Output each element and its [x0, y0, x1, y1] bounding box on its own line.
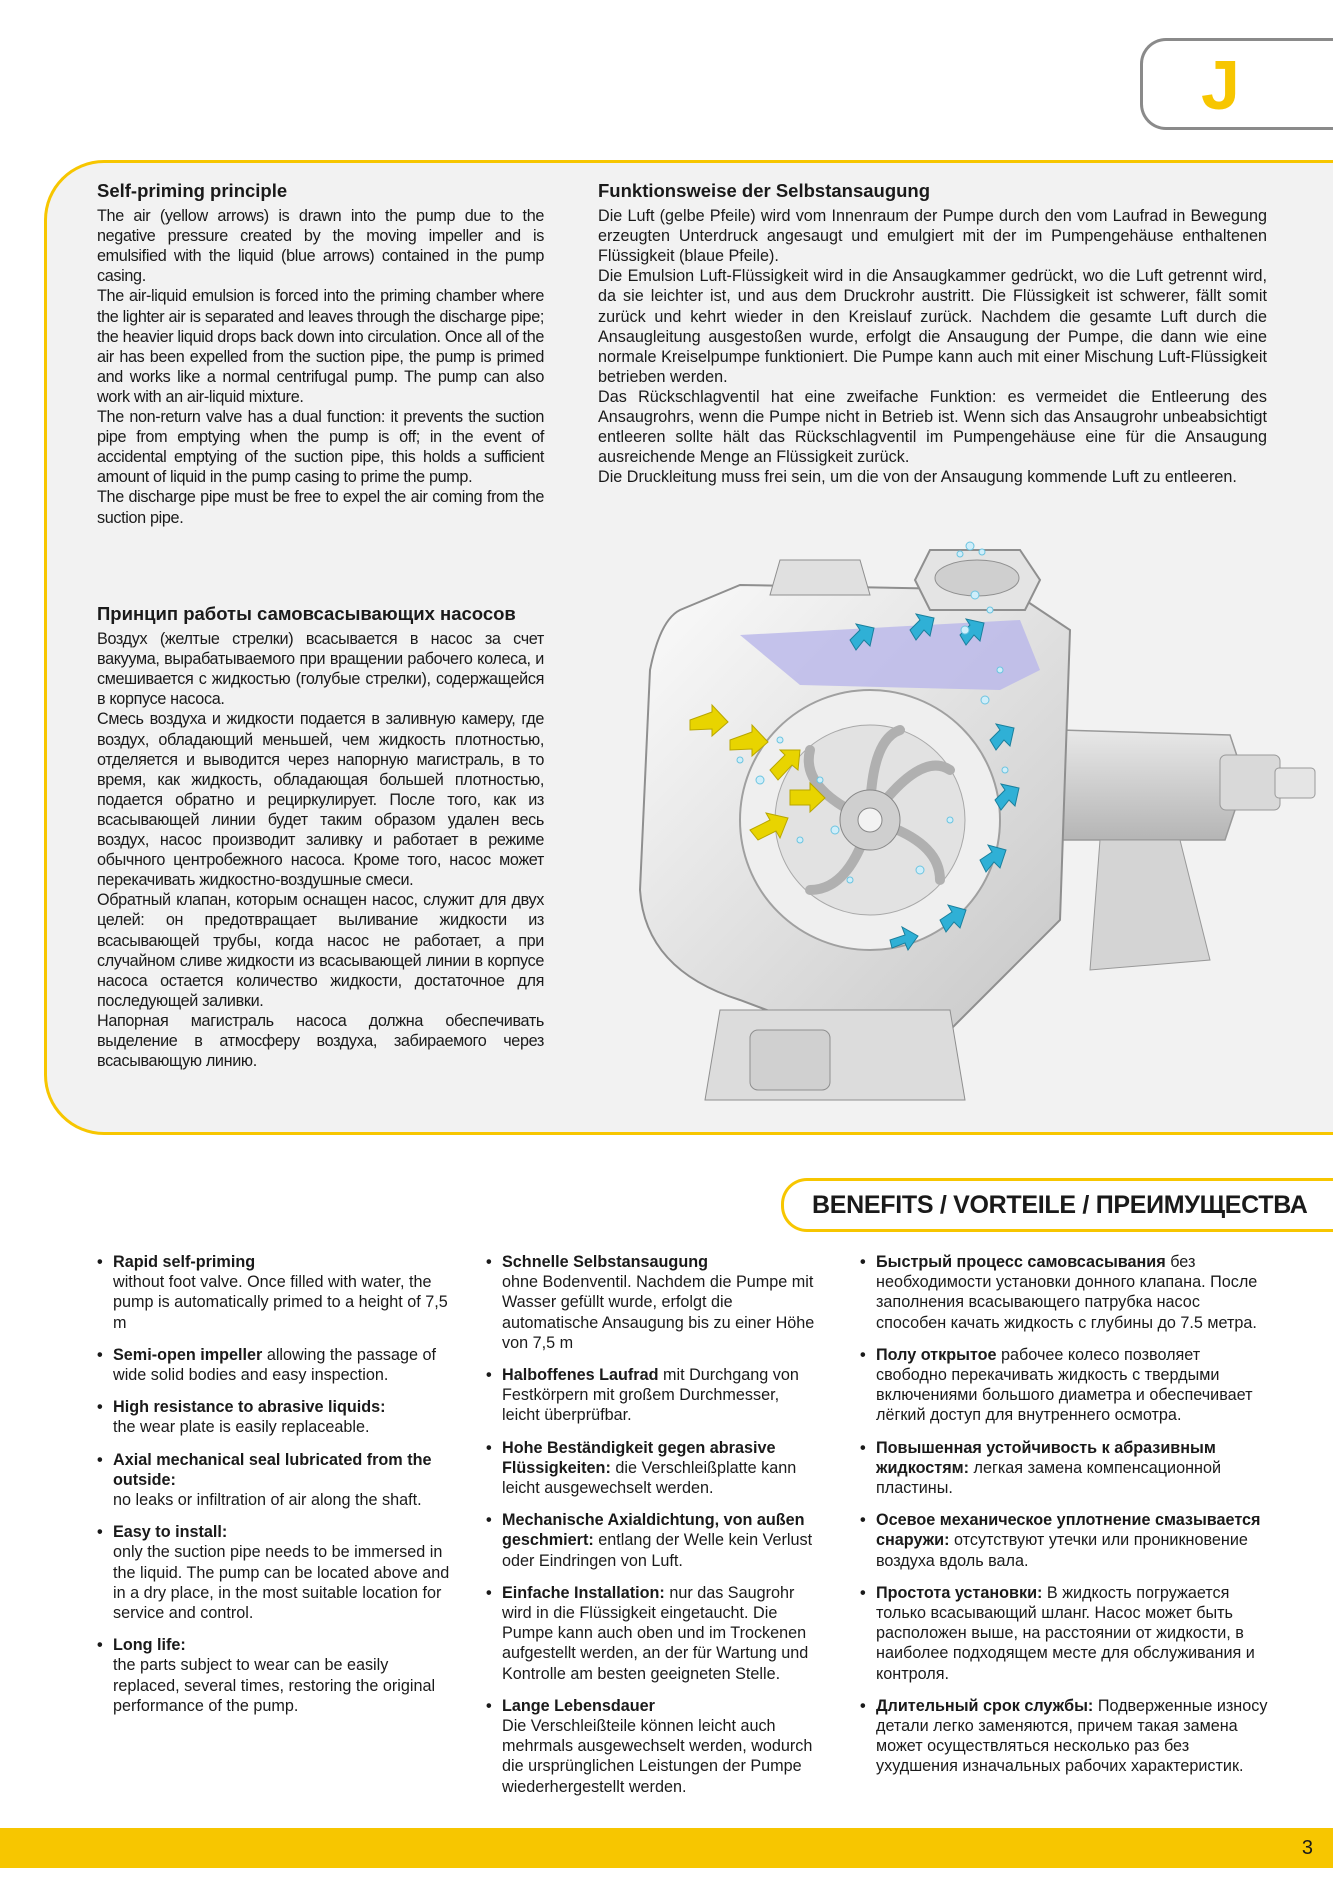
benefit-item: • Semi-open impeller allowing the passage of wide solid bodies and easy inspection.	[97, 1345, 457, 1385]
principle-de-paragraph: Die Luft (gelbe Pfeile) wird vom Innenraum der Pumpe durch den vom Laufrad in Bewegung erzeugten Unterdruck angesaugt und emulgiert mit der im Pumpengehäuse enthaltenen Flüssigkeit (blaue Pfeile).	[598, 207, 1267, 266]
principle-en-paragraph: The non-return valve has a dual function: it prevents the suction pipe from emptying when the pump is off; in the event of accidental emptying of the suction pipe, this holds a sufficient amount of liquid in the pump casing to prime the pump.	[97, 408, 544, 487]
principle-ru-paragraph: Воздух (желтые стрелки) всасывается в насос за счет вакуума, вырабатываемого при вращении рабочего колеса, и смешивается с жидкостью (голубые стрелки), содержащейся в корпусе насоса.	[97, 630, 544, 709]
benefits-en-column	[97, 1252, 457, 1728]
benefit-item: • Lange Lebensdauer Die Verschleißteile können leicht auch mehrmals ausgewechselt werden, wodurch die ursprünglichen Leistungen der Pumpe wiederhergestellt werden.	[486, 1696, 816, 1797]
benefit-item: • High resistance to abrasive liquids: the wear plate is easily replaceable.	[97, 1397, 457, 1437]
benefit-item: • Long life: the parts subject to wear can be easily replaced, several times, restoring the original performance of the pump.	[97, 1635, 457, 1716]
section-tab	[1140, 38, 1333, 130]
principle-de-title: Funktionsweise der Selbstansaugung	[598, 180, 931, 201]
benefit-item: • Einfache Installation: nur das Saugrohr wird in die Flüssigkeit eingetaucht. Die Pumpe kann auch oben und im Trockenen aufgestellt werden, an der für Wartung und Kontrolle am besten geeigneten Stelle.	[486, 1583, 816, 1684]
principle-de	[598, 181, 1267, 487]
benefits-de-column	[486, 1252, 816, 1809]
benefits-title: BENEFITS / VORTEILE / ПРЕИМУЩЕСТВА	[812, 1191, 1308, 1219]
benefit-item: • Mechanische Axialdichtung, von außen geschmiert: entlang der Welle kein Verlust oder Eindringen von Luft.	[486, 1510, 816, 1571]
footer-bar	[0, 1828, 1333, 1868]
principle-de-paragraph: Das Rückschlagventil hat eine zweifache Funktion: es vermeidet die Entleerung des Ansaugrohrs, wenn die Pumpe nicht in Betrieb ist. Wenn sich das Ansaugrohr unbeabsichtigt entleeren sollte hält das Rückschlagventil im Pumpengehäuse eine für die Ansaugung ausreichende Menge an Flüssigkeit zurück.	[598, 387, 1267, 467]
principle-de-paragraph: Die Druckleitung muss frei sein, um die von der Ansaugung kommende Luft zu entleeren.	[598, 468, 1237, 487]
principle-ru-paragraph: Смесь воздуха и жидкости подается в заливную камеру, где воздух, обладающий меньшей, чем жидкость плотностью, отделяется и выводится через напорную магистраль, в то время, как жидкость, обладающая большей плотностью, подается обратно и рециркулирует. После того, как из всасывающей линии будет таким образом удален весь воздух, насос производит заливку и работает в режиме обычного центробежного насоса. Кроме того, насос может перекачивать жидкостно-воздушные смеси.	[97, 710, 544, 890]
principle-en-paragraph: The air (yellow arrows) is drawn into the pump due to the negative pressure created by the moving impeller and is emulsified with the liquid (blue arrows) contained in the pump casing.	[97, 207, 544, 286]
principle-ru-paragraph: Напорная магистраль насоса должна обеспечивать выделение в атмосферу воздуха, забираемого через всасывающую линию.	[97, 1011, 544, 1071]
section-letter: J	[1201, 46, 1240, 124]
bearing-housing	[1060, 730, 1315, 970]
benefit-item: • Осевое механическое уплотнение смазывается снаружи: отсутствуют утечки или проникновение воздуха вдоль вала.	[860, 1510, 1270, 1571]
benefit-item: • Hohe Beständigkeit gegen abrasive Flüssigkeiten: die Verschleißplatte kann leicht ausgewechselt werden.	[486, 1438, 816, 1499]
principle-de-paragraph: Die Emulsion Luft-Flüssigkeit wird in die Ansaugkammer gedrückt, wo die Luft getrennt wird, da sie leichter ist, und aus dem Druckrohr austritt. Die Flüssigkeit ist schwerer, fällt somit zurück und kehrt wieder in den Kreislauf zurück. Nachdem die gesamte Luft durch die Ansaugleitung ausgestoßen wurde, erfolgt die Ansaugung der Pumpe, die dann wie eine normale Kreiselpumpe funktioniert. Die Pumpe kann auch mit einer Mischung Luft-Flüssigkeit betrieben werden.	[598, 267, 1267, 386]
benefit-item: • Повышенная устойчивость к абразивным жидкостям: легкая замена компенсационной пластины.	[860, 1438, 1270, 1499]
principle-en-title: Self-priming principle	[97, 180, 288, 201]
principle-ru-title: Принцип работы самовсасывающих насосов	[97, 603, 516, 624]
benefit-item: • Schnelle Selbstansaugung ohne Bodenventil. Nachdem die Pumpe mit Wasser gefüllt wurde, erfolgt die automatische Ansaugung bis zu einer Höhe von 7,5 m	[486, 1252, 816, 1353]
principle-en	[97, 181, 544, 528]
benefit-item: • Быстрый процесс самовсасывания без необходимости установки донного клапана. После заполнения всасывающего патрубка насос способен качать жидкость с глубины до 7.5 метра.	[860, 1252, 1270, 1333]
benefit-item: • Полу открытое рабочее колесо позволяет свободно перекачивать жидкость с твердыми включениями большого диаметра и обеспечивает лёгкий доступ для внутреннего осмотра.	[860, 1345, 1270, 1426]
benefits-header	[781, 1178, 1333, 1232]
benefit-item: • Easy to install: only the suction pipe needs to be immersed in the liquid. The pump can be located above and in a dry place, in the most suitable location for service and control.	[97, 1522, 457, 1623]
benefit-item: • Простота установки: В жидкость погружается только всасывающий шланг. Насос может быть расположен выше, на расстоянии от жидкости, в наиболее подходящем месте для обслуживания и контроля.	[860, 1583, 1270, 1684]
principle-en-paragraph: The discharge pipe must be free to expel the air coming from the suction pipe.	[97, 488, 544, 527]
benefits-ru-column	[860, 1252, 1270, 1789]
benefit-item: • Длительный срок службы: Подверженные износу детали легко заменяются, причем такая замена может осуществляться несколько раз без ухудшения изначальных рабочих характеристик.	[860, 1696, 1270, 1777]
benefit-item: • Axial mechanical seal lubricated from the outside: no leaks or infiltration of air along the shaft.	[97, 1450, 457, 1511]
principle-ru-paragraph: Обратный клапан, которым оснащен насос, служит для двух целей: он предотвращает выливание жидкости из всасывающей трубы, когда насос не работает, а при случайном сливе жидкости из всасывающей линии в корпусе насоса остается количество жидкости, достаточное для последующей заливки.	[97, 891, 544, 1010]
page-number: 3	[1301, 1837, 1313, 1859]
benefit-item: • Rapid self-priming without foot valve. Once filled with water, the pump is automatically primed to a height of 7,5 m	[97, 1252, 457, 1333]
principle-ru	[97, 604, 544, 1071]
pump-cutaway-illustration	[620, 540, 1333, 1120]
benefit-item: • Halboffenes Laufrad mit Durchgang von Festkörpern mit großem Durchmesser, leicht überprüfbar.	[486, 1365, 816, 1426]
principle-en-paragraph: The air-liquid emulsion is forced into the priming chamber where the lighter air is separated and leaves through the discharge pipe; the heavier liquid drops back down into circulation. Once all of the air has been expelled from the suction pipe, the pump is primed and works like a normal centrifugal pump. The pump can also work with an air-liquid mixture.	[97, 287, 544, 406]
